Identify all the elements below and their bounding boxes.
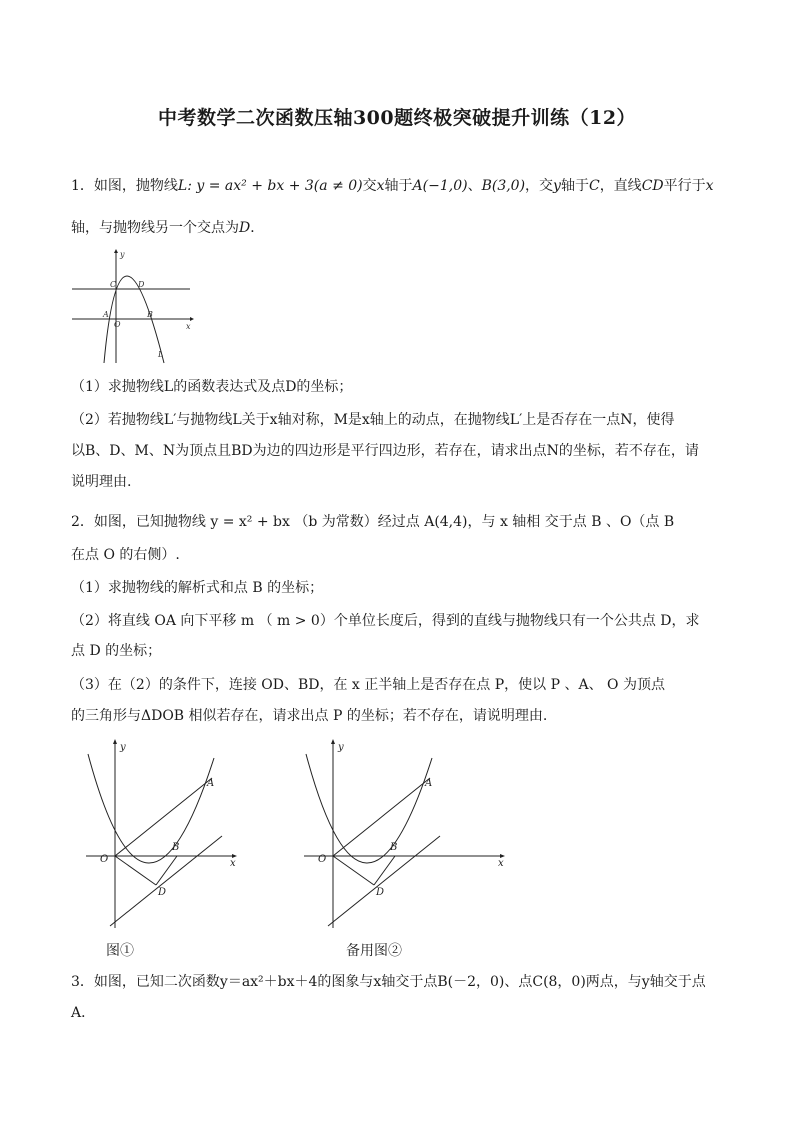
q2-f1-label-b: B xyxy=(172,842,180,853)
q1-fig-label-c: C xyxy=(110,280,117,289)
q2-caption-2: 备用图② xyxy=(346,943,402,959)
q1-sep: 、 xyxy=(467,178,482,194)
q1-line-cd: CD xyxy=(641,178,664,194)
q1-line-2 xyxy=(71,218,726,238)
q1-fig-label-o: O xyxy=(114,320,121,329)
q1-fig-label-d: D xyxy=(138,280,145,289)
q2-f2-label-d: D xyxy=(376,887,385,898)
q2-f1-label-o: O xyxy=(100,854,109,865)
q1-text-g: 平行于 xyxy=(663,178,706,194)
q1-line-1 xyxy=(71,176,726,196)
q2-f2-label-o: O xyxy=(318,854,327,865)
q2-part-3-line-1: （3）在（2）的条件下，连接 OD、BD，在 x 正半轴上是否存在点 P，使以 P 、A、 O 为顶点 xyxy=(71,677,665,693)
q1-text-f: ，直线 xyxy=(599,178,642,194)
q2-caption-1: 图① xyxy=(106,943,134,959)
q2-f1-parabola xyxy=(88,754,214,863)
q2-f1-label-x: x xyxy=(230,858,236,869)
q1-fig-label-b: B xyxy=(147,310,153,319)
q2-part-1: （1）求抛物线的解析式和点 B 的坐标； xyxy=(71,580,324,596)
q1-part-1: （1）求抛物线L的函数表达式及点D的坐标； xyxy=(71,379,353,395)
q2-f2-label-x: x xyxy=(498,858,504,869)
q2-f1-label-y: y xyxy=(120,742,126,753)
q1-x-var: x xyxy=(376,178,385,194)
q1-text-c: 轴于 xyxy=(384,178,413,194)
q1-x-var-2: x xyxy=(705,178,714,194)
page-title: 中考数学二次函数压轴300题终极突破提升训练（12） xyxy=(157,107,637,129)
q1-text-b: 交 xyxy=(362,178,377,194)
q3-line-2: A． xyxy=(71,1005,96,1021)
q2-f2-parabola xyxy=(306,754,432,863)
q2-part-2-line-1: （2）将直线 OA 向下平移 m （ m > 0）个单位长度后，得到的直线与抛物线只有一个公共点 D，求 xyxy=(71,613,700,629)
q1-y-var: y xyxy=(553,178,561,194)
q1-text-a: 1．如图，抛物线 xyxy=(71,178,178,194)
q2-f1-label-d: D xyxy=(158,887,167,898)
q1-point-c: C xyxy=(588,178,600,194)
q1-part-2-line-1: （2）若抛物线L′与抛物线L关于x轴对称，M是x轴上的动点，在抛物线L′上是否存在一点N，使得 xyxy=(71,412,675,428)
q1-figure xyxy=(70,247,198,365)
q2-part-2-line-2: 点 D 的坐标； xyxy=(71,643,162,659)
q1-part-2-line-2: 以B、D、M、N为顶点且BD为边的四边形是平行四边形，若存在，请求出点N的坐标，若不存在，请 xyxy=(71,443,699,459)
q1-fig-label-l: L xyxy=(158,350,164,359)
q1-point-a: A(−1,0) xyxy=(412,178,468,194)
q2-f2-label-b: B xyxy=(390,842,398,853)
q1-text-d: ，交 xyxy=(525,178,554,194)
q1-part-2-line-3: 说明理由. xyxy=(71,474,132,490)
q1-fig-label-a: A xyxy=(103,310,109,319)
q1-fig-label-y: y xyxy=(120,250,125,259)
q2-f2-line-oa xyxy=(333,778,433,856)
q1-fig-label-x: x xyxy=(186,322,191,331)
q2-f1-line-oa xyxy=(115,778,215,856)
q1-point-d: D xyxy=(239,220,251,236)
q1-parabola-formula: L: y = ax² + bx + 3(a ≠ 0) xyxy=(177,178,363,194)
q1-point-b: B(3,0) xyxy=(481,178,526,194)
q1-line2-text-b: ． xyxy=(250,220,265,236)
q2-line-1: 2．如图，已知抛物线 y = x² + bx （b 为常数）经过点 A(4,4)，与 x 轴相 交于点 B 、O（点 B xyxy=(71,514,675,530)
q2-f2-label-a: A xyxy=(425,778,433,789)
q2-part-3-line-2: 的三角形与ΔDOB 相似若存在，请求出点 P 的坐标；若不存在，请说明理由. xyxy=(71,708,548,724)
q2-f1-label-a: A xyxy=(207,778,215,789)
q1-line2-text-a: 轴，与抛物线另一个交点为 xyxy=(71,220,239,236)
q2-f2-label-y: y xyxy=(338,742,344,753)
q2-figure-1 xyxy=(82,738,252,934)
q1-text-e: 轴于 xyxy=(560,178,589,194)
q3-line-1: 3．如图，已知二次函数y＝ax²＋bx＋4的图象与x轴交于点B(－2，0)、点C(8，0)两点，与y轴交于点 xyxy=(71,974,706,990)
q2-line-2: 在点 O 的右侧）. xyxy=(71,547,180,563)
q2-f1-line-od xyxy=(115,856,156,885)
q2-f2-line-od xyxy=(333,856,374,885)
q2-figure-2 xyxy=(300,738,510,934)
